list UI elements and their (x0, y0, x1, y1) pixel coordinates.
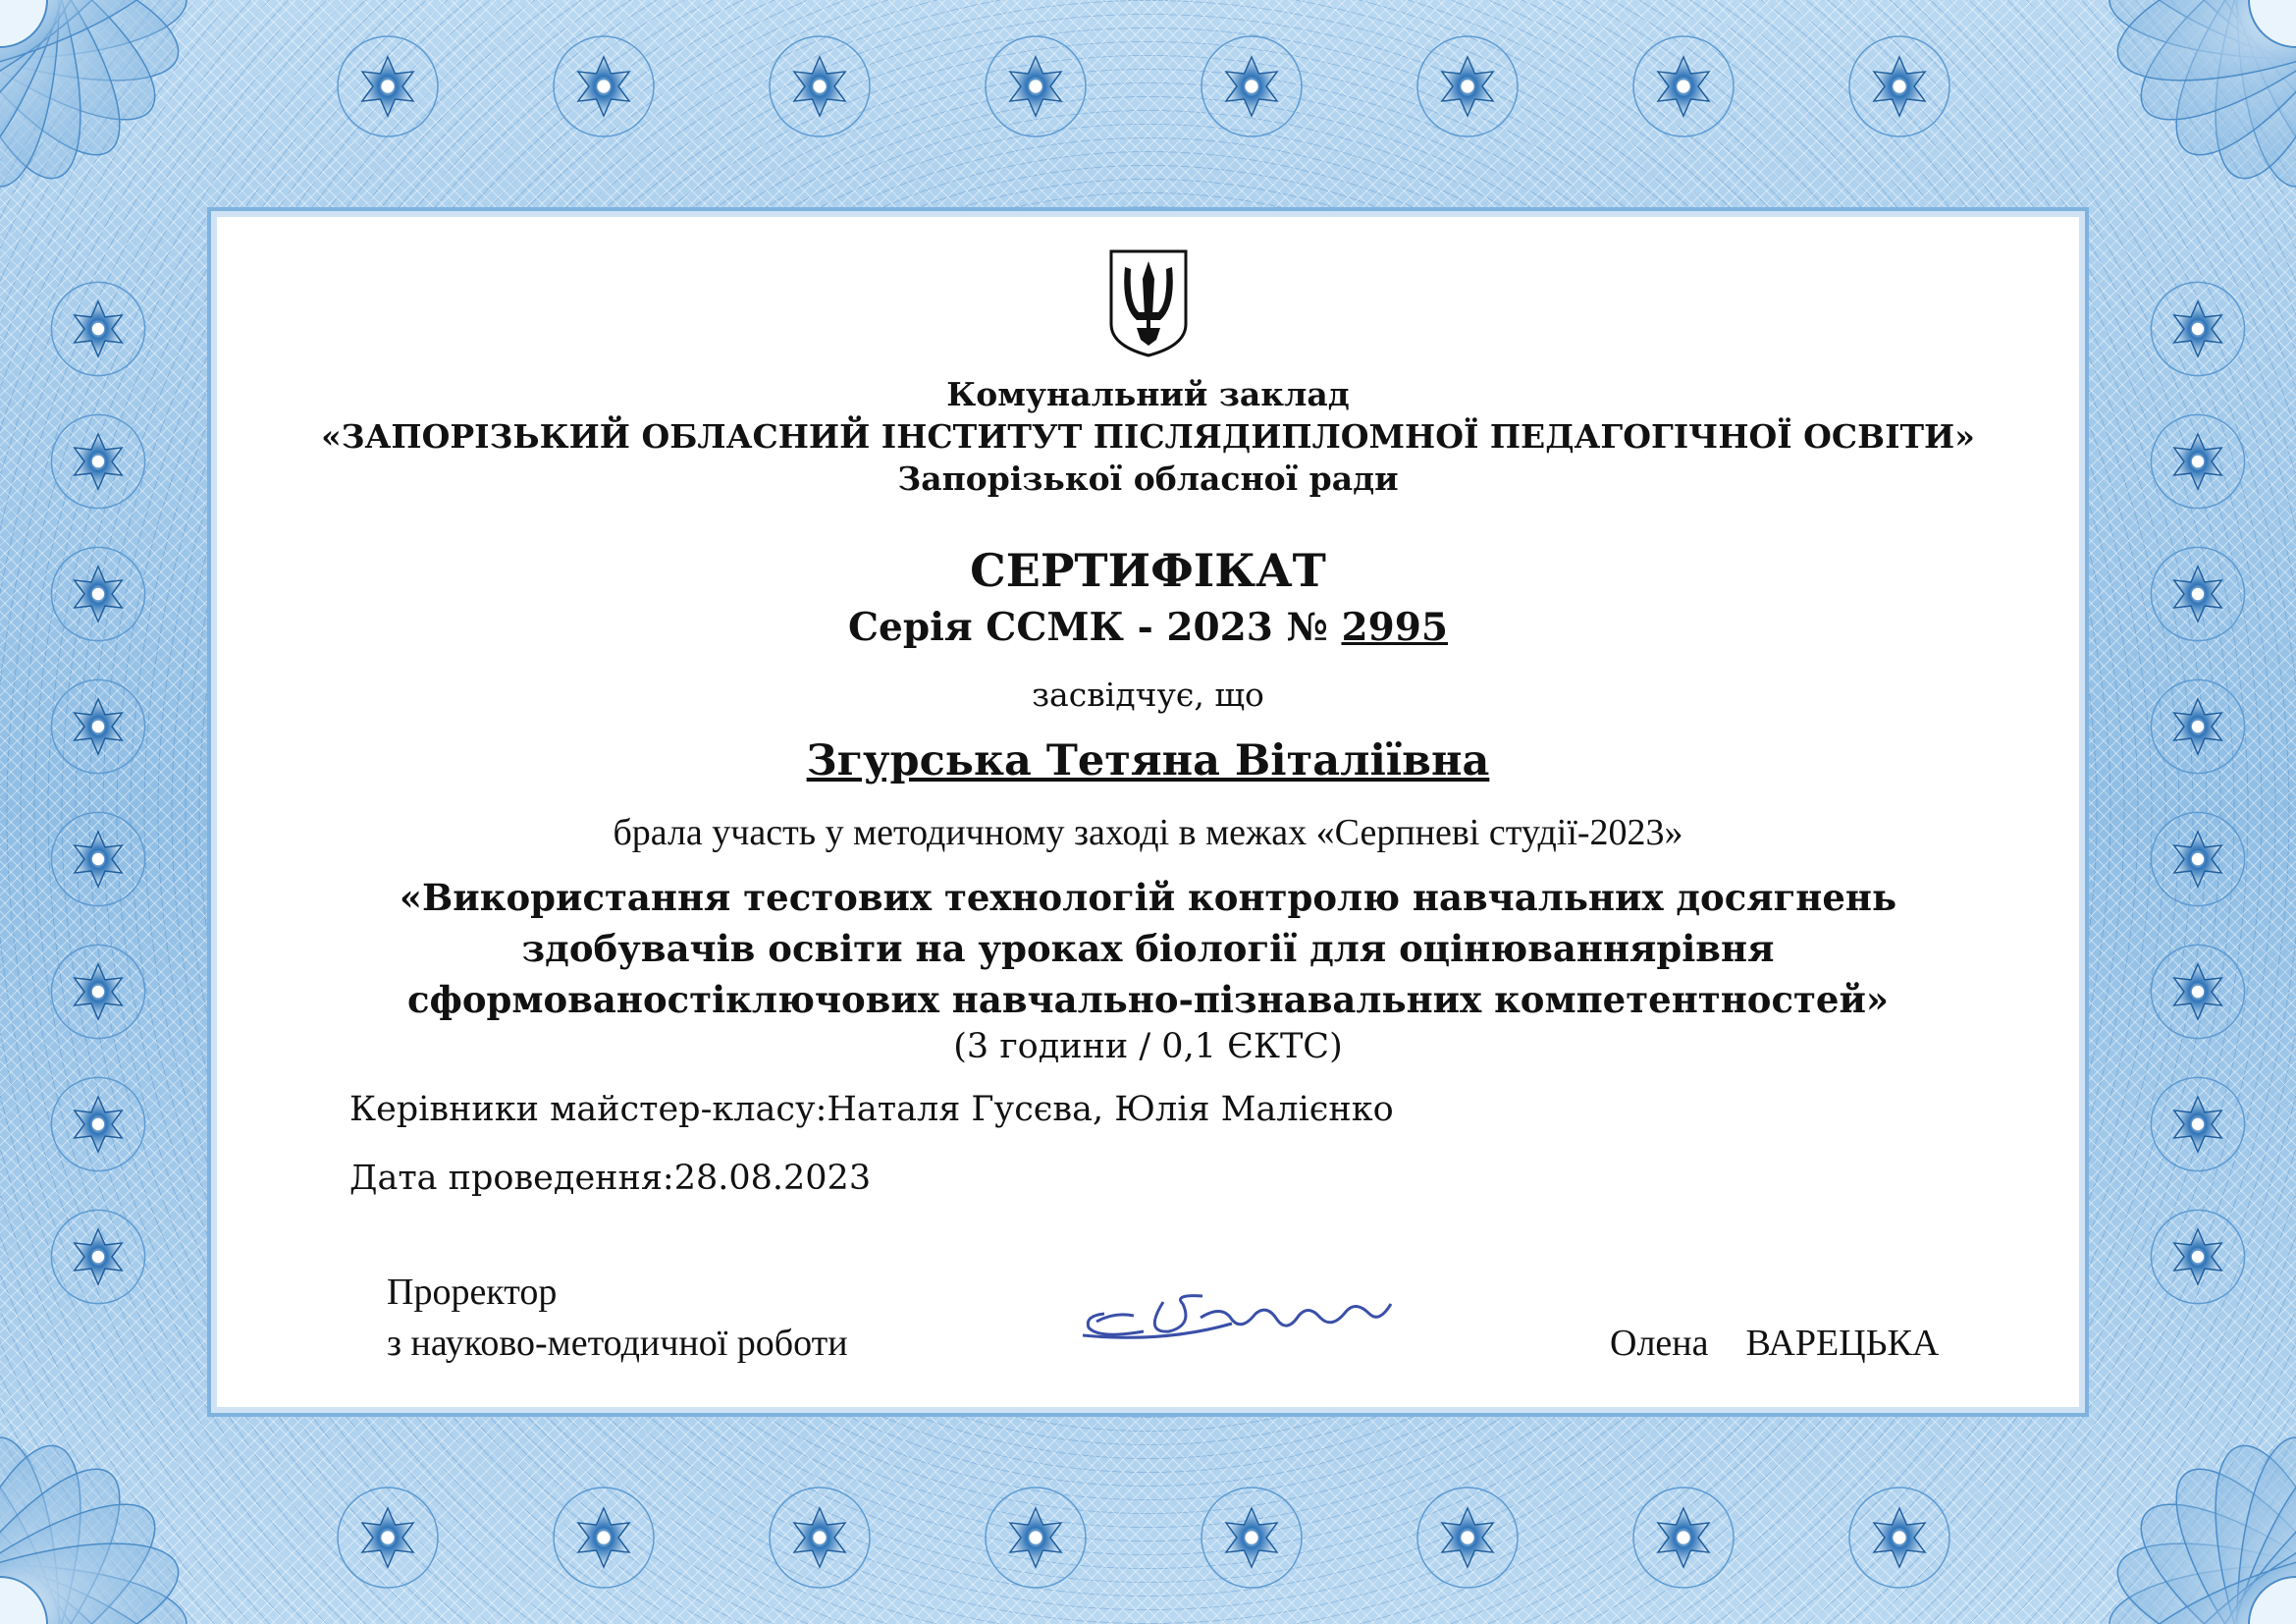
handwritten-signature (1075, 1274, 1399, 1351)
institution-name: «ЗАПОРІЗЬКИЙ ОБЛАСНИЙ ІНСТИТУТ ПІСЛЯДИПЛОМНОЇ ПЕДАГОГІЧНОЇ ОСВІТИ» (321, 417, 1975, 456)
left-flower-icon (51, 282, 144, 375)
left-flower-icon (51, 547, 144, 640)
top-flower-icon (338, 36, 438, 136)
institution-type: Комунальний заклад (946, 375, 1350, 413)
bottom-flower-icon (770, 1488, 870, 1588)
left-flower-icon (51, 812, 144, 905)
right-flower-icon (2151, 547, 2244, 640)
right-flower-icon (2151, 1077, 2244, 1170)
signatory-first-name: Олена (1610, 1323, 1709, 1364)
right-flower-icon (2151, 1210, 2244, 1303)
corner-rosette-icon (0, 0, 195, 195)
bottom-flower-icon (986, 1488, 1086, 1588)
bottom-flower-icon (1417, 1488, 1518, 1588)
top-flower-icon (1201, 36, 1302, 136)
signatory-position-line-1: Проректор (387, 1272, 558, 1313)
corner-rosette-icon (0, 1429, 195, 1624)
signatory-position-line-2: з науково-методичної роботи (387, 1323, 848, 1364)
signatory-last-name: ВАРЕЦЬКА (1745, 1323, 1940, 1364)
left-flower-icon (51, 1210, 144, 1303)
top-flower-icon (1633, 36, 1734, 136)
left-flower-icon (51, 945, 144, 1038)
bottom-flower-icon (1201, 1488, 1302, 1588)
series-prefix: Серія ССМК - 2023 № (847, 605, 1342, 650)
left-flower-icon (51, 1077, 144, 1170)
certificate-series (211, 605, 2085, 650)
top-flower-icon (986, 36, 1086, 136)
corner-rosette-icon (2101, 0, 2296, 195)
signatory-name (1610, 1322, 1939, 1365)
certificate-title: СЕРТИФІКАТ (970, 544, 1326, 597)
bottom-flower-icon (1849, 1488, 1949, 1588)
left-flower-icon (51, 414, 144, 508)
institution-council: Запорізької обласної ради (897, 460, 1399, 498)
event-title-line-1: «Використання тестових технологій контролю навчальних досягнень (399, 876, 1897, 919)
event-title-line-3: сформованостіключових навчально-пізнавальних компетентностей» (406, 978, 1890, 1021)
masterclass-leaders: Керівники майстер-класу:Наталя Гусєва, Юлія Малієнко (349, 1090, 1394, 1129)
trident-emblem-icon (1107, 247, 1190, 357)
certificate-number: 2995 (1341, 605, 1449, 650)
left-flower-icon (51, 679, 144, 773)
event-date: Дата проведення:28.08.2023 (349, 1159, 872, 1198)
top-flower-icon (554, 36, 654, 136)
right-flower-icon (2151, 812, 2244, 905)
event-title-line-2: здобувачів освіти на уроках біології для оцінюваннярівня (521, 927, 1775, 970)
bottom-flower-icon (338, 1488, 438, 1588)
right-flower-icon (2151, 679, 2244, 773)
corner-rosette-icon (2101, 1429, 2296, 1624)
participation-text: брала участь у методичному заході в межах «Серпневі студії-2023» (613, 812, 1683, 853)
top-flower-icon (1849, 36, 1949, 136)
signature-text: Є.Варецька (1232, 1347, 1239, 1348)
bottom-flower-icon (1633, 1488, 1734, 1588)
recipient-name: Згурська Тетяна Віталіївна (806, 736, 1490, 785)
right-flower-icon (2151, 414, 2244, 508)
bottom-flower-icon (554, 1488, 654, 1588)
top-flower-icon (770, 36, 870, 136)
top-flower-icon (1417, 36, 1518, 136)
right-flower-icon (2151, 282, 2244, 375)
right-flower-icon (2151, 945, 2244, 1038)
attests-text: засвідчує, що (1032, 676, 1264, 714)
event-hours: (3 години / 0,1 ЄКТС) (953, 1027, 1343, 1066)
